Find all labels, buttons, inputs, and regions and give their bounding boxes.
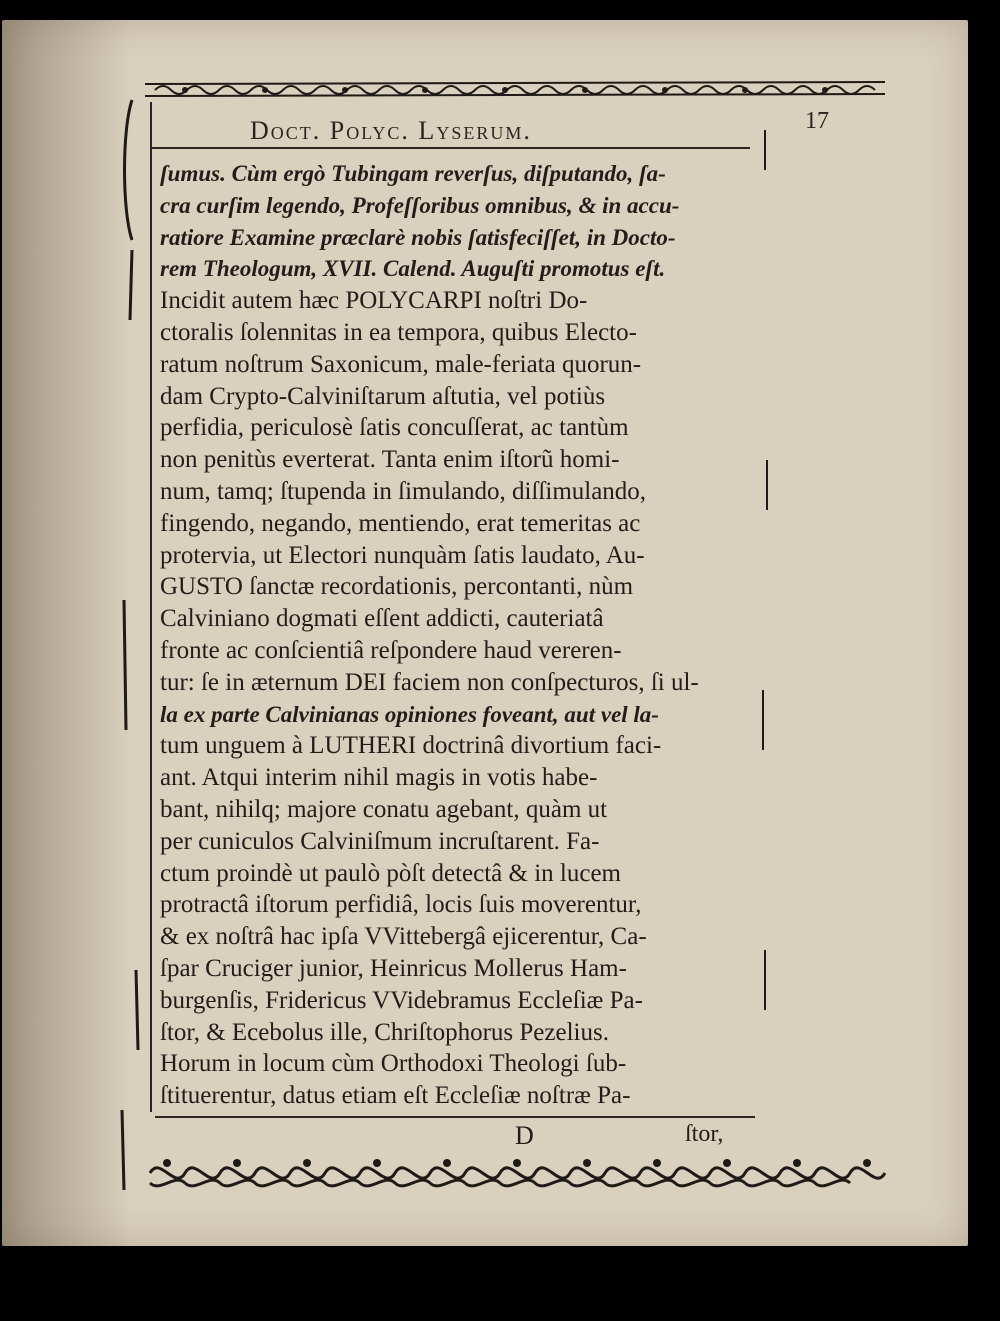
text-line: GUSTO ſanctæ recordationis, percontanti, nùm (160, 573, 634, 601)
catchword: ſtor, (685, 1121, 724, 1147)
text-line: ratum noſtrum Saxonicum, male-feriata quorun- (160, 350, 642, 378)
text-line: ant. Atqui interim nihil magis in votis habe- (160, 764, 598, 792)
text-line: tum unguem à LUTHERI doctrinâ divortium faci- (160, 732, 662, 760)
text-line: num, tamq; ſtupenda in ſimulando, diſſimulando, (160, 477, 647, 505)
page-number: 17 (805, 108, 829, 134)
text-line: protervia, ut Electori nunquàm ſatis laudato, Au- (160, 541, 645, 569)
text-line: ctoralis ſolennitas in ea tempora, quibus Electo- (160, 318, 637, 346)
text-line: perfidia, periculosè ſatis concuſſerat, ac tantùm (160, 414, 629, 442)
margin-marks (110, 90, 150, 1200)
top-ornament-band (145, 70, 895, 110)
bottom-ornament-band (145, 1148, 900, 1198)
text-line: per cuniculos Calviniſmum incruſtarent. Fa- (160, 827, 600, 855)
text-line: Horum in locum cùm Orthodoxi Theologi ſub- (160, 1050, 627, 1078)
text-line: & ex noſtrâ hac ipſa VVittebergâ ejicerentur, Ca- (160, 923, 647, 951)
text-line: ſtituerentur, datus etiam eſt Eccleſiæ noſtræ Pa- (160, 1082, 631, 1110)
text-line: fingendo, negando, mentiendo, erat temeritas ac (160, 509, 641, 537)
footer-rule (155, 1116, 755, 1118)
text-line: dam Crypto-Calviniſtarum aſtutia, vel potiùs (160, 382, 606, 410)
text-line: cra curſim legendo, Profeſſoribus omnibus, & in accu- (160, 192, 680, 218)
text-line: non penitùs everterat. Tanta enim iſtorũ homi- (160, 446, 620, 474)
header-rule (150, 147, 750, 149)
text-line: ſpar Cruciger junior, Heinricus Mollerus Ham- (160, 954, 627, 982)
text-line: la ex parte Calvinianas opiniones foveant, aut vel la- (160, 701, 659, 727)
text-line: tur: ſe in æternum DEI faciem non conſpecturos, ſi ul- (160, 668, 699, 696)
text-line: protractâ iſtorum perfidiâ, locis ſuis moverentur, (160, 891, 642, 919)
text-line: Calviniano dogmati eſſent addicti, cauteriatâ (160, 605, 604, 633)
text-line: fronte ac conſcientiâ reſpondere haud vereren- (160, 636, 622, 664)
text-line: ctum proindè ut paulò pòſt detectâ & in lucem (160, 859, 621, 887)
text-line: ſumus. Cùm ergò Tubingam reverſus, diſputando, ſa- (160, 161, 666, 186)
signature-mark: D (515, 1121, 534, 1150)
text-line: burgenſis, Fridericus VVidebramus Eccleſiæ Pa- (160, 986, 643, 1014)
text-line: ratiore Examine præclarè nobis ſatisfeciſſet, in Docto- (160, 224, 676, 250)
running-head: Doct. Polyc. Lyserum. (250, 116, 532, 145)
text-line: rem Theologum, XVII. Calend. Auguſti promotus eſt. (160, 256, 666, 282)
left-frame-line (150, 102, 152, 1112)
body-text (160, 158, 775, 1112)
text-line: ſtor, & Ecebolus ille, Chriſtophorus Pezelius. (160, 1018, 609, 1046)
text-line: bant, nihilq; majore conatu agebant, quàm ut (160, 795, 608, 823)
text-line: Incidit autem hæc POLYCARPI noſtri Do- (160, 287, 588, 315)
